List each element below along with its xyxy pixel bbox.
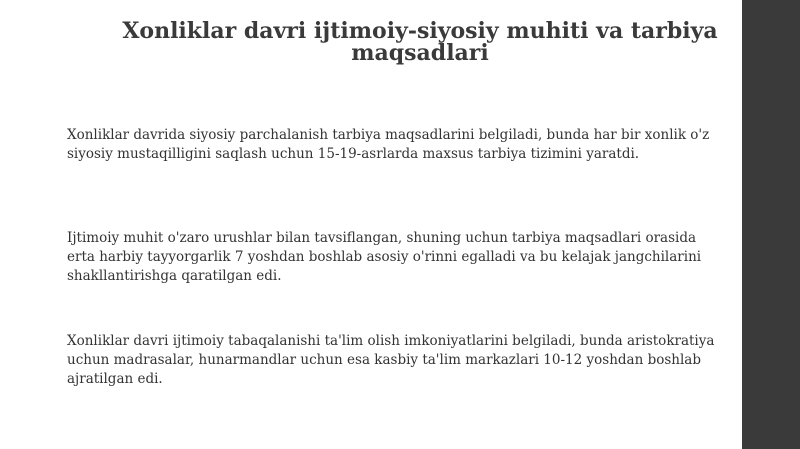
paragraph-social-stratification: Xonliklar davri ijtimoiy tabaqalanishi ta'lim olish imkoniyatlarini belgiladi, bunda aristokratiya uchun madrasalar, hunarmandlar uchun esa kasbiy ta'lim markazlari 10-12 yoshdan boshlab ajratilgan edi.: [67, 333, 715, 387]
slide-title: Xonliklar davri ijtimoiy-siyosiy muhiti va tarbiya maqsadlari: [122, 18, 718, 66]
paragraph-political-fragmentation: Xonliklar davrida siyosiy parchalanish tarbiya maqsadlarini belgiladi, bunda har bir xonlik o'z siyosiy mustaqilligini saqlash uchun 15-19-asrlarda maxsus tarbiya tizimini yaratdi.: [67, 127, 710, 162]
right-side-panel: [742, 0, 800, 449]
paragraph-military-training: Ijtimoiy muhit o'zaro urushlar bilan tavsiflangan, shuning uchun tarbiya maqsadlari orasida erta harbiy tayyorgarlik 7 yoshdan boshlab asosiy o'rinni egalladi va bu kelajak jangchilarini shakllantirishga qaratilgan edi.: [67, 230, 702, 284]
